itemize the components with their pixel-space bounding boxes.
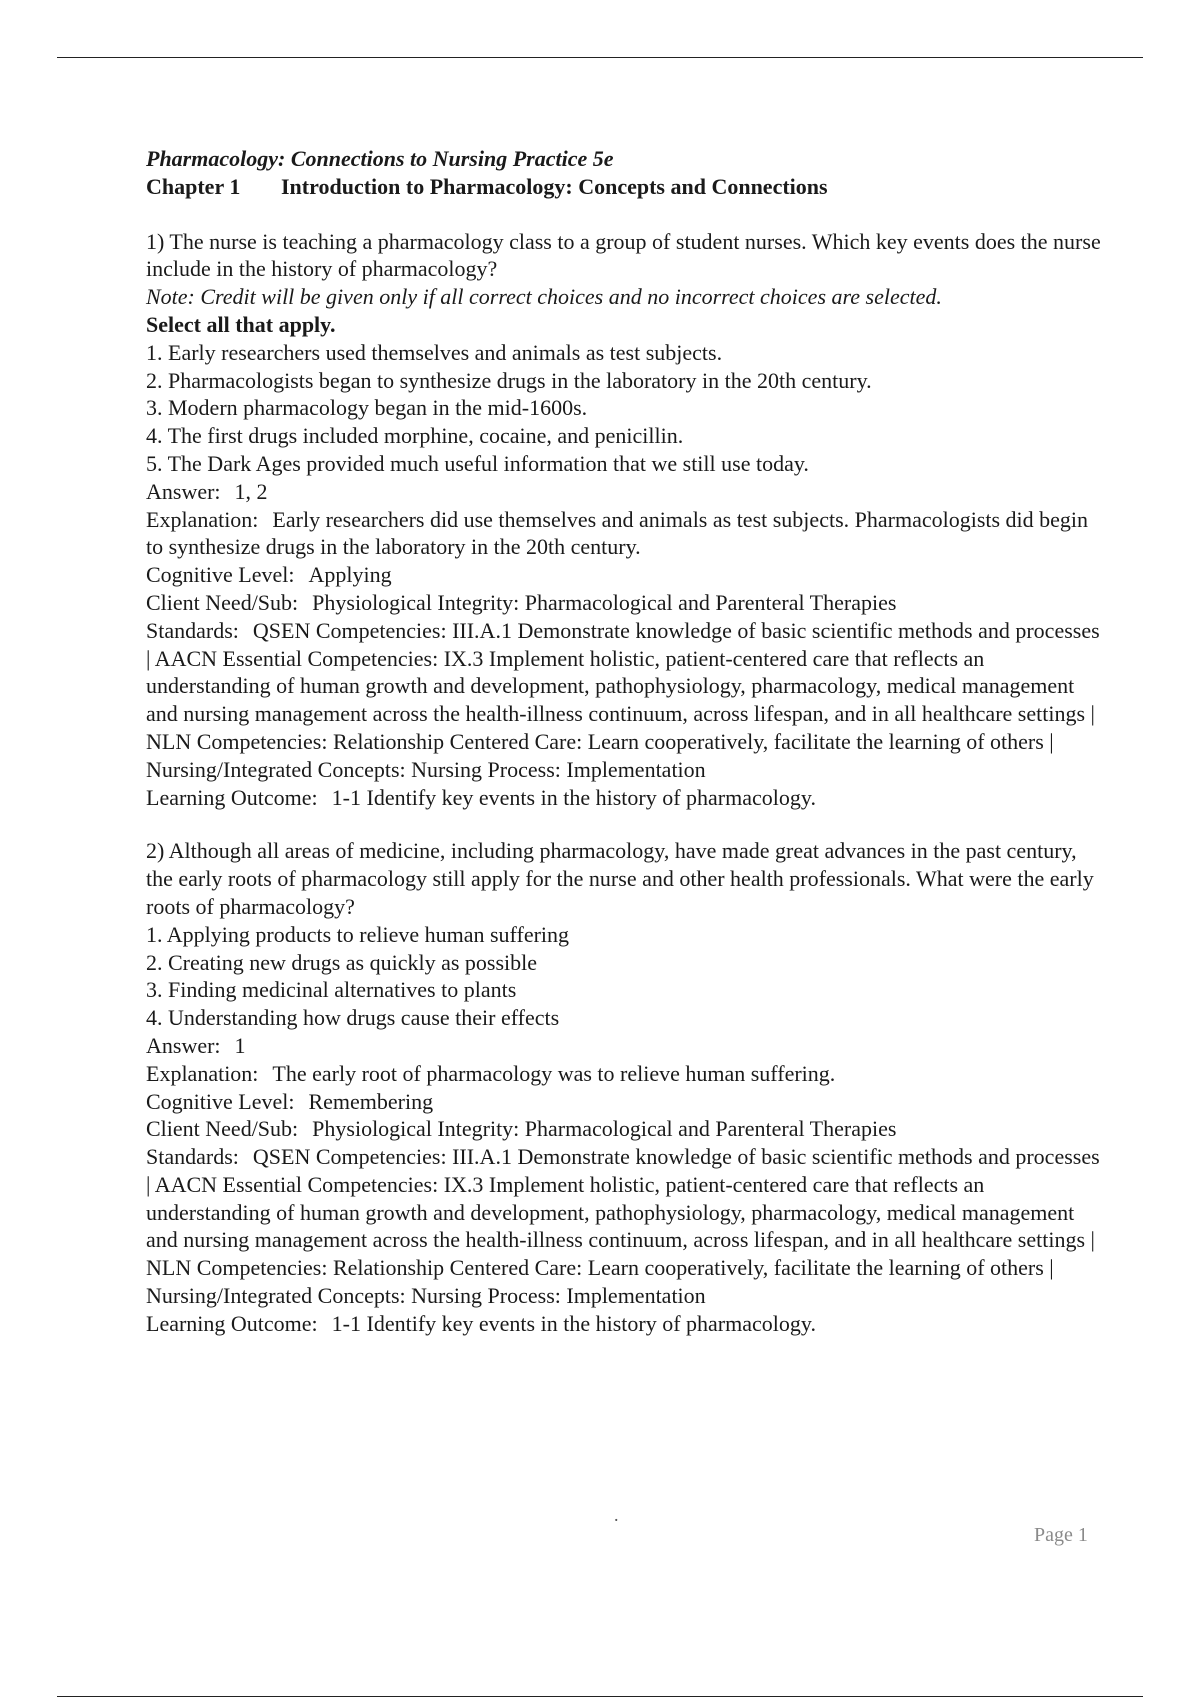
client-need-line [146, 589, 1106, 617]
standards-text: QSEN Competencies: III.A.1 Demonstrate knowledge of basic scientific methods and processes | AACN Essential Competencies: IX.3 Implement holistic, patient-centered care that reflects an understanding of human growth and development, pathophysiology, pharmacology, medical management and nursing management across the health-illness continuum, across lifespan, and in all healthcare settings | NLN Competencies: Relationship Centered Care: Learn cooperatively, facilitate the learning of others | Nursing/Integrated Concepts: Nursing Process: Implementation [146, 617, 1100, 782]
cognitive-level-line [146, 1088, 1106, 1116]
learning-outcome-line [146, 1310, 1106, 1338]
center-dot: . [614, 1505, 619, 1525]
answer-line [146, 1032, 1106, 1060]
cognitive-level-value: Applying [308, 562, 392, 588]
answer-label: Answer: [146, 478, 221, 504]
explanation-label: Explanation: [146, 506, 259, 532]
learning-outcome-line [146, 784, 1106, 812]
answer-label: Answer: [146, 1032, 221, 1058]
answer-option: 1. Early researchers used themselves and animals as test subjects. [146, 339, 723, 365]
standards-label: Standards: [146, 617, 239, 643]
chapter-number: Chapter 1 [146, 173, 241, 199]
answer-option: 4. Understanding how drugs cause their effects [146, 1005, 560, 1031]
answer-value: 1, 2 [234, 478, 268, 504]
client-need-value: Physiological Integrity: Pharmacological and Parenteral Therapies [312, 589, 897, 615]
explanation-line [146, 506, 1106, 562]
cognitive-level-line [146, 561, 1106, 589]
client-need-value: Physiological Integrity: Pharmacological and Parenteral Therapies [312, 1116, 897, 1142]
cognitive-level-label: Cognitive Level: [146, 1088, 295, 1114]
question-stem: 2) Although all areas of medicine, including pharmacology, have made great advances in the past century, the early roots of pharmacology still apply for the nurse and other health professionals. What were the early roots of pharmacology? [146, 838, 1094, 919]
question-1 [146, 228, 1106, 812]
top-rule [57, 57, 1143, 58]
book-title: Pharmacology: Connections to Nursing Practice 5e [146, 146, 614, 171]
page-number: Page 1 [1034, 1524, 1088, 1546]
answer-line [146, 478, 1106, 506]
question-instruction: Select all that apply. [146, 311, 336, 337]
explanation-label: Explanation: [146, 1060, 259, 1086]
answer-option: 5. The Dark Ages provided much useful information that we still use today. [146, 450, 809, 476]
learning-outcome-text: 1-1 Identify key events in the history of pharmacology. [331, 1310, 816, 1336]
answer-option: 3. Modern pharmacology began in the mid-1600s. [146, 395, 588, 421]
cognitive-level-value: Remembering [308, 1088, 434, 1114]
answer-option: 1. Applying products to relieve human suffering [146, 921, 570, 947]
bottom-rule [57, 1696, 1143, 1697]
learning-outcome-label: Learning Outcome: [146, 784, 318, 810]
answer-option: 4. The first drugs included morphine, cocaine, and penicillin. [146, 423, 684, 449]
explanation-line [146, 1060, 1106, 1088]
answer-option: 2. Creating new drugs as quickly as possible [146, 949, 538, 975]
standards-label: Standards: [146, 1144, 239, 1170]
chapter-title: Introduction to Pharmacology: Concepts and Connections [281, 173, 828, 199]
question-stem: 1) The nurse is teaching a pharmacology class to a group of student nurses. Which key events does the nurse include in the history of pharmacology? [146, 228, 1101, 282]
cognitive-level-label: Cognitive Level: [146, 562, 295, 588]
question-note: Note: Credit will be given only if all correct choices and no incorrect choices are selected. [146, 284, 942, 310]
answer-option: 2. Pharmacologists began to synthesize drugs in the laboratory in the 20th century. [146, 367, 872, 393]
standards-text: QSEN Competencies: III.A.1 Demonstrate knowledge of basic scientific methods and processes | AACN Essential Competencies: IX.3 Implement holistic, patient-centered care that reflects an understanding of human growth and development, pathophysiology, pharmacology, medical management and nursing management across the health-illness continuum, across lifespan, and in all healthcare settings | NLN Competencies: Relationship Centered Care: Learn cooperatively, facilitate the learning of others | Nursing/Integrated Concepts: Nursing Process: Implementation [146, 1144, 1100, 1309]
learning-outcome-text: 1-1 Identify key events in the history of pharmacology. [331, 784, 816, 810]
client-need-line [146, 1115, 1106, 1143]
chapter-heading [146, 173, 1106, 201]
explanation-text: Early researchers did use themselves and animals as test subjects. Pharmacologists did begin to synthesize drugs in the laboratory in the 20th century. [146, 506, 1089, 560]
page-content [146, 145, 1106, 1338]
learning-outcome-label: Learning Outcome: [146, 1310, 318, 1336]
standards-line [146, 1143, 1106, 1310]
explanation-text: The early root of pharmacology was to relieve human suffering. [272, 1060, 836, 1086]
standards-line [146, 617, 1106, 784]
question-2 [146, 837, 1106, 1337]
answer-value: 1 [234, 1032, 246, 1058]
answer-option: 3. Finding medicinal alternatives to plants [146, 977, 517, 1003]
client-need-label: Client Need/Sub: [146, 1116, 299, 1142]
client-need-label: Client Need/Sub: [146, 589, 299, 615]
